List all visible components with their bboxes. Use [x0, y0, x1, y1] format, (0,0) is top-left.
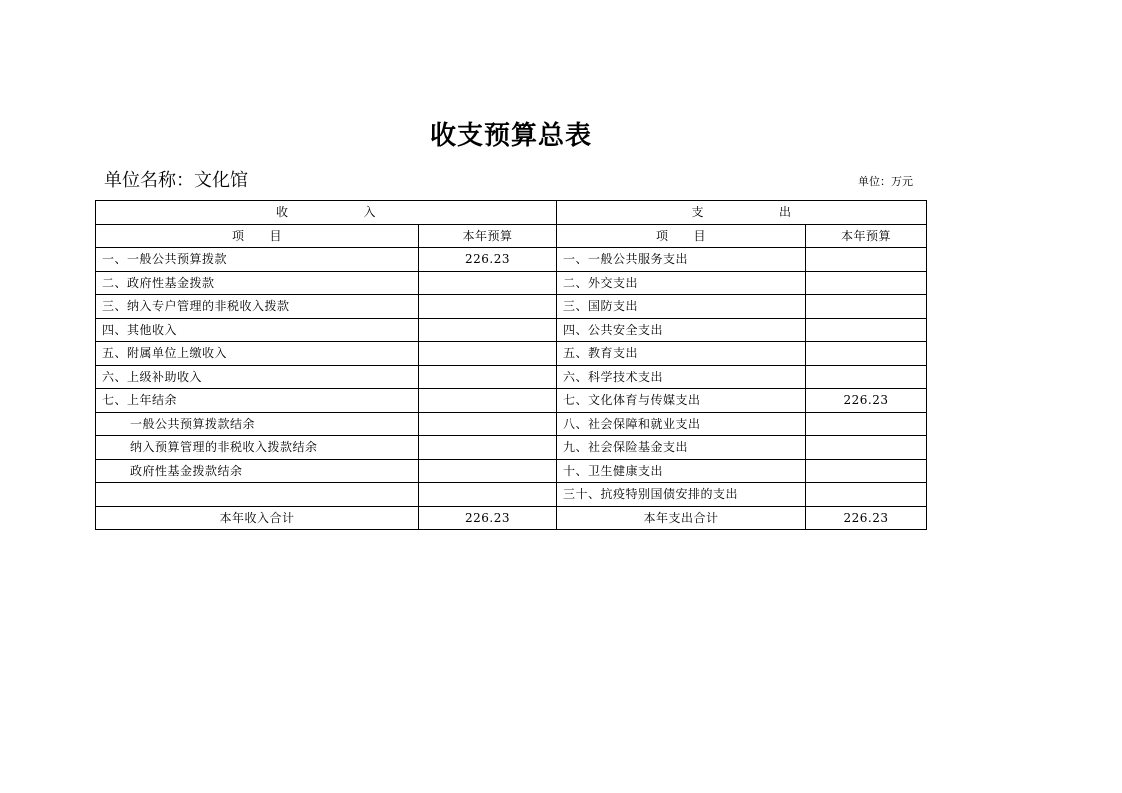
- income-item: 三、纳入专户管理的非税收入拨款: [96, 295, 419, 319]
- income-value: [419, 295, 557, 319]
- income-value: [419, 436, 557, 460]
- unit-measure: 单位：万元: [858, 175, 913, 188]
- income-value: [419, 342, 557, 366]
- table-row: [96, 271, 927, 295]
- budget-summary-table: [95, 200, 927, 530]
- table-row: [96, 436, 927, 460]
- table-row: [96, 342, 927, 366]
- expense-item: 十、卫生健康支出: [557, 459, 806, 483]
- expense-item: 一、一般公共服务支出: [557, 248, 806, 272]
- income-value: [419, 483, 557, 507]
- table-row: [96, 295, 927, 319]
- table-row: [96, 248, 927, 272]
- expense-item-header: 项 目: [557, 224, 806, 248]
- expense-item: 三、国防支出: [557, 295, 806, 319]
- expense-item: 七、文化体育与传媒支出: [557, 389, 806, 413]
- expense-item: 九、社会保险基金支出: [557, 436, 806, 460]
- income-section-header: 收 入: [96, 201, 557, 225]
- expense-value: [806, 483, 927, 507]
- table-row: [96, 389, 927, 413]
- income-total-label: 本年收入合计: [96, 506, 419, 530]
- income-value: [419, 412, 557, 436]
- expense-item: 四、公共安全支出: [557, 318, 806, 342]
- expense-value: 226.23: [806, 389, 927, 413]
- income-item: 六、上级补助收入: [96, 365, 419, 389]
- income-budget-header: 本年预算: [419, 224, 557, 248]
- column-header-row: [96, 224, 927, 248]
- income-item: 纳入预算管理的非税收入拨款结余: [96, 436, 419, 460]
- income-value: [419, 318, 557, 342]
- expense-value: [806, 295, 927, 319]
- expense-value: [806, 318, 927, 342]
- income-item: [96, 483, 419, 507]
- income-item: 政府性基金拨款结余: [96, 459, 419, 483]
- expense-value: [806, 342, 927, 366]
- totals-row: [96, 506, 927, 530]
- table-row: [96, 412, 927, 436]
- expense-section-header: 支 出: [557, 201, 927, 225]
- expense-item: 八、社会保障和就业支出: [557, 412, 806, 436]
- income-item: 一般公共预算拨款结余: [96, 412, 419, 436]
- income-value: [419, 365, 557, 389]
- expense-value: [806, 248, 927, 272]
- income-item: 五、附属单位上缴收入: [96, 342, 419, 366]
- table-row: [96, 365, 927, 389]
- income-item: 四、其他收入: [96, 318, 419, 342]
- expense-value: [806, 365, 927, 389]
- table-row: [96, 483, 927, 507]
- expense-value: [806, 459, 927, 483]
- expense-value: [806, 412, 927, 436]
- income-value: [419, 459, 557, 483]
- expense-item: 三十、抗疫特别国债安排的支出: [557, 483, 806, 507]
- income-item: 七、上年结余: [96, 389, 419, 413]
- expense-item: 二、外交支出: [557, 271, 806, 295]
- expense-total-value: 226.23: [806, 506, 927, 530]
- expense-value: [806, 271, 927, 295]
- page-title: 收支预算总表: [429, 121, 592, 151]
- unit-name: 单位名称：文化馆: [104, 170, 248, 191]
- income-value: 226.23: [419, 248, 557, 272]
- expense-budget-header: 本年预算: [806, 224, 927, 248]
- section-header-row: [96, 201, 927, 225]
- expense-item: 五、教育支出: [557, 342, 806, 366]
- income-value: [419, 389, 557, 413]
- expense-total-label: 本年支出合计: [557, 506, 806, 530]
- expense-item: 六、科学技术支出: [557, 365, 806, 389]
- income-value: [419, 271, 557, 295]
- income-item-header: 项 目: [96, 224, 419, 248]
- income-item: 一、一般公共预算拨款: [96, 248, 419, 272]
- income-total-value: 226.23: [419, 506, 557, 530]
- expense-value: [806, 436, 927, 460]
- table-row: [96, 459, 927, 483]
- table-row: [96, 318, 927, 342]
- income-item: 二、政府性基金拨款: [96, 271, 419, 295]
